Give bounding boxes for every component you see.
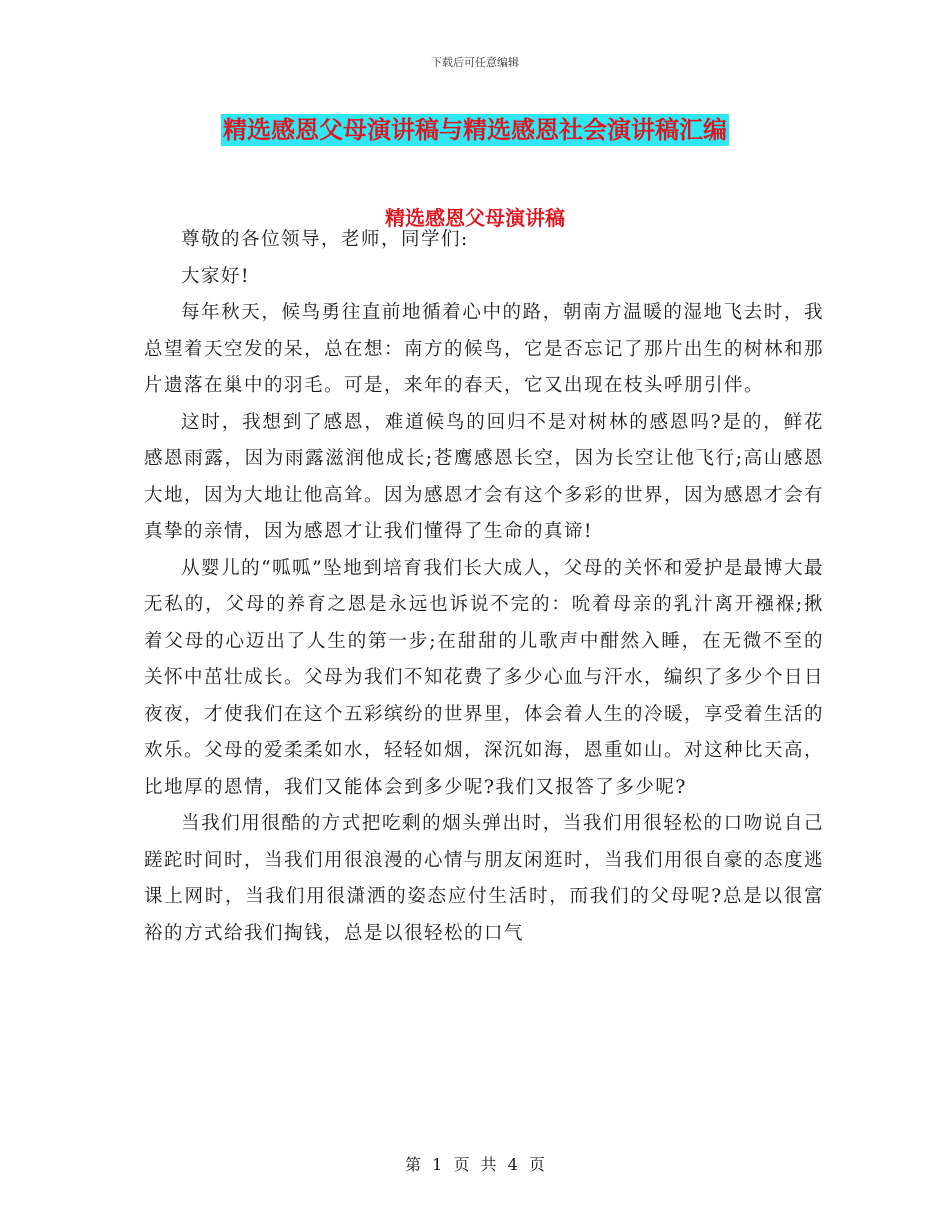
paragraph-greeting: 尊敬的各位领导，老师，同学们: <box>181 229 469 250</box>
main-title: 精选感恩父母演讲稿与精选感恩社会演讲稿汇编 <box>223 115 727 144</box>
paragraph: 这时，我想到了感恩，难道候鸟的回归不是对树林的感恩吗?是的，鲜花感恩雨露，因为雨露滋润他成长;苍鹰感恩长空，因为长空让他飞行;高山感恩大地，因为大地让他高耸。因为感恩才会有这个多彩的世界，因为感恩才会有真挚的亲情，因为感恩才让我们懂得了生命的真谛! <box>144 411 825 542</box>
paragraph-hello: 大家好! <box>181 265 250 287</box>
paragraph: 当我们用很酷的方式把吃剩的烟头弹出时，当我们用很轻松的口吻说自己蹉跎时间时，当我们用很浪漫的心情与朋友闲逛时，当我们用很自豪的态度逃课上网时，当我们用很潇洒的姿态应付生活时，而我们的父母呢?总是以很富裕的方式给我们掏钱，总是以很轻松的口气 <box>144 813 825 944</box>
main-title-wrap <box>0 114 950 146</box>
paragraph: 从婴儿的“呱呱”坠地到培育我们长大成人，父母的关怀和爱护是最博大最无私的，父母的养育之恩是永远也诉说不完的：吮着母亲的乳汁离开襁褓;揪着父母的心迈出了人生的第一步;在甜甜的儿歌声中酣然入睡，在无微不至的关怀中茁壮成长。父母为我们不知花费了多少心血与汗水，编织了多少个日日夜夜，才使我们在这个五彩缤纷的世界里，体会着人生的冷暖，享受着生活的欢乐。父母的爱柔柔如水，轻轻如烟，深沉如海，恩重如山。对这种比天高，比地厚的恩情，我们又能体会到多少呢?我们又报答了多少呢? <box>144 557 825 798</box>
header-note: 下载后可任意编辑 <box>431 56 519 69</box>
paragraph: 每年秋天，候鸟勇往直前地循着心中的路，朝南方温暖的湿地飞去时，我总望着天空发的呆，总在想：南方的候鸟，它是否忘记了那片出生的树林和那片遗落在巢中的羽毛。可是，来年的春天，它又出现在枝头呼朋引伴。 <box>144 302 825 396</box>
body-text <box>144 222 824 952</box>
page-footer: 第 1 页 共 4 页 <box>405 1155 545 1174</box>
section-title: 精选感恩父母演讲稿 <box>385 206 565 230</box>
